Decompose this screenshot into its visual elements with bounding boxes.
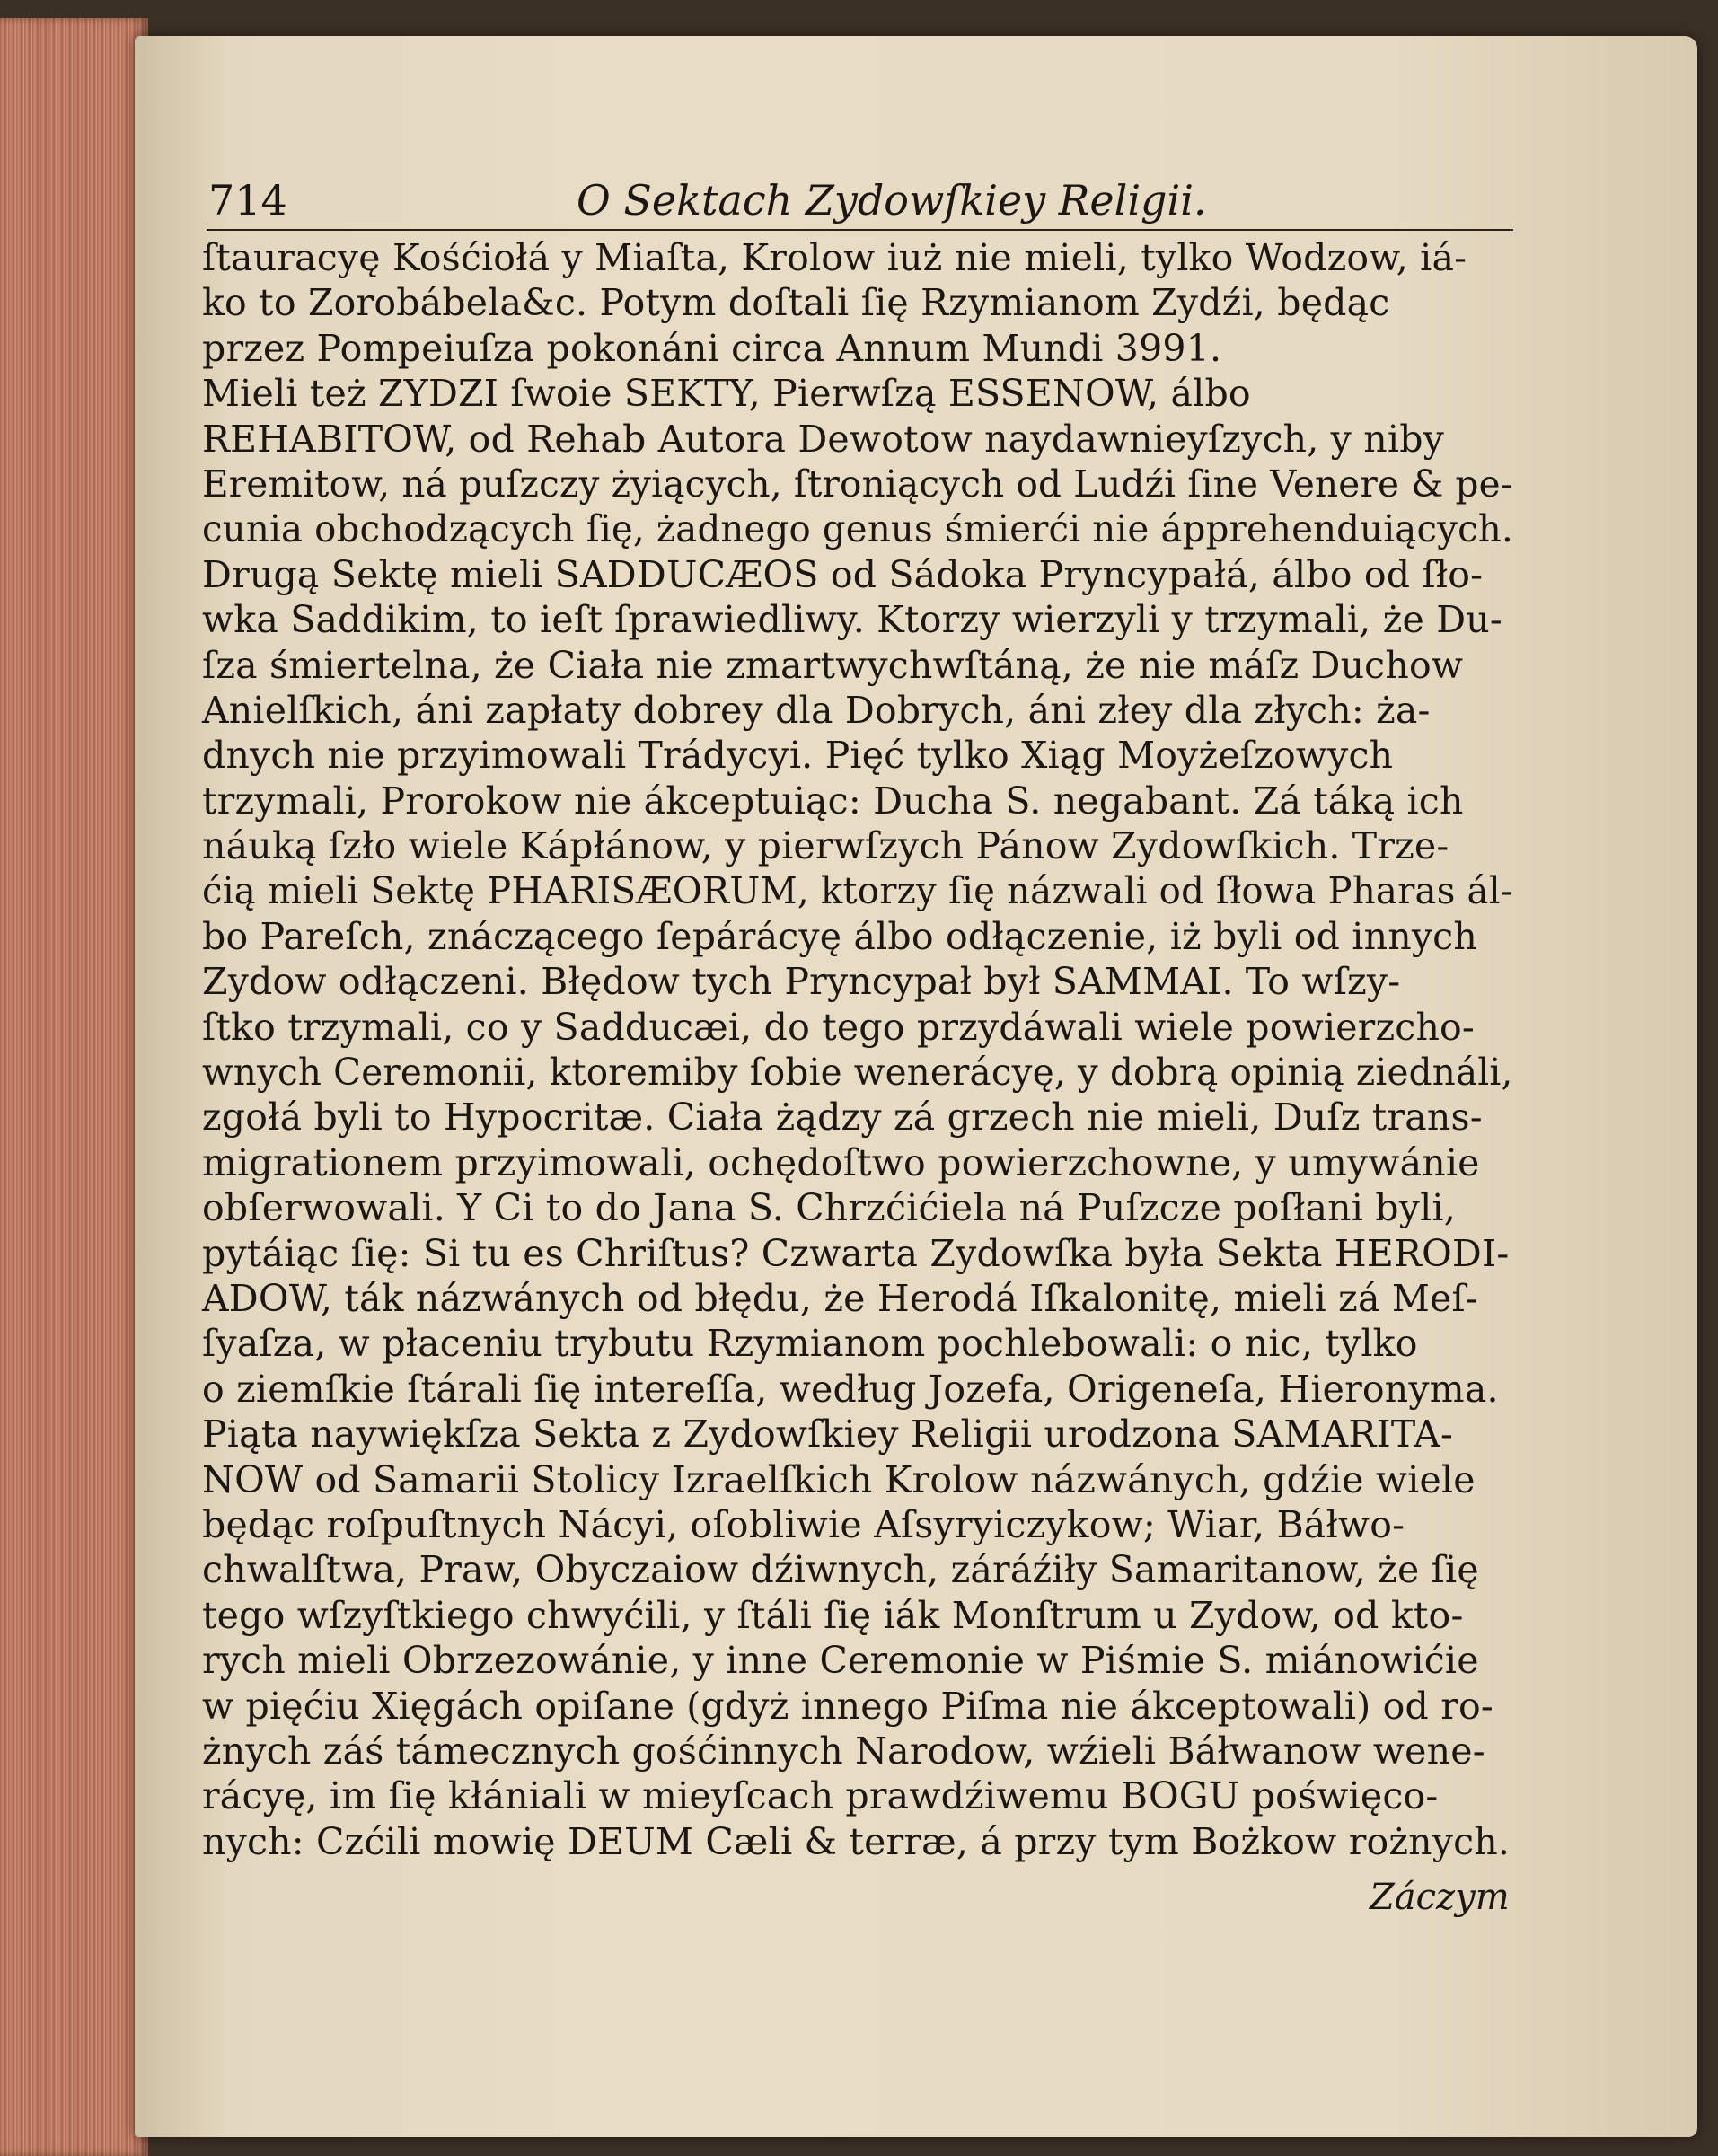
text-line: bo Pareſch, znáczącego ſepárácyę álbo odłączenie, iż byli od innych xyxy=(202,914,1477,958)
text-line: Piąta naywiękſza Sekta z Zydowſkiey Religii urodzona SAMARITA- xyxy=(202,1412,1454,1456)
text-line: Mieli też ZYDZI ſwoie SEKTY, Pierwſzą ESSENOW, álbo xyxy=(202,372,1251,416)
text-line: obſerwowali. Y Ci to do Jana S. Chrzćićiela ná Puſzcze poſłani byli, xyxy=(202,1186,1456,1230)
running-title: O Sektach Zydowſkiey Religii. xyxy=(577,176,1207,224)
text-line: żnych záś támecznych gośćinnych Narodow, wźieli Báłwanow wene- xyxy=(202,1729,1485,1773)
text-line: w pięćiu Xięgách opiſane (gdyż innego Piſma nie ákceptowali) od ro- xyxy=(202,1684,1493,1728)
text-line: nych: Czćili mowię DEUM Cæli & terræ, á przy tym Bożkow rożnych. xyxy=(202,1819,1511,1863)
catchword: Záczym xyxy=(1370,1877,1510,1918)
text-line: cunia obchodzących ſię, żadnego genus śmierći nie ápprehenduiących. xyxy=(202,507,1513,551)
text-line: ćią mieli Sektę PHARISÆORUM, ktorzy ſię názwali od ſłowa Pharas ál- xyxy=(202,869,1513,913)
text-line: tego wſzyſtkiego chwyćili, y ſtáli ſię iák Monſtrum u Zydow, od kto- xyxy=(202,1593,1464,1637)
text-line: náuką ſzło wiele Kápłánow, y pierwſzych Pánow Zydowſkich. Trze- xyxy=(202,824,1449,868)
text-line: NOW od Samarii Stolicy Izraelſkich Krolow názwánych, gdźie wiele xyxy=(202,1457,1476,1501)
text-line: Zydow odłączeni. Błędow tych Pryncypał był SAMMAI. To wſzy- xyxy=(202,960,1401,1004)
text-line: rych mieli Obrzezowánie, y inne Ceremonie w Piśmie S. miánowićie xyxy=(202,1639,1479,1683)
text-line: o ziemſkie ſtárali ſię intereſſa, według Jozefa, Origeneſa, Hieronyma. xyxy=(202,1367,1499,1411)
page-number: 714 xyxy=(208,176,287,224)
page-header xyxy=(208,176,1520,230)
text-line: migrationem przyimowali, ochędoſtwo powierzchowne, y umywánie xyxy=(202,1140,1480,1184)
text-line: rácyę, im ſię kłániali w mieyſcach prawdźiwemu BOGU poświęco- xyxy=(202,1774,1439,1818)
text-line: ſtko trzymali, co y Sadducæi, do tego przydáwali wiele powierzcho- xyxy=(202,1005,1475,1049)
text-line: trzymali, Prorokow nie ákceptuiąc: Ducha S. negabant. Zá táką ich xyxy=(202,779,1464,823)
text-line: pytáiąc ſię: Si tu es Chriſtus? Czwarta Zydowſka była Sekta HERODI- xyxy=(202,1231,1510,1275)
text-line: ſza śmiertelna, że Ciała nie zmartwychwſtáną, że nie máſz Duchow xyxy=(202,643,1464,687)
text-line: zgołá byli to Hypocritæ. Ciała żądzy zá grzech nie mieli, Duſz trans- xyxy=(202,1096,1483,1140)
text-line: REHABITOW, od Rehab Autora Dewotow naydawnieyſzych, y niby xyxy=(202,417,1444,461)
text-line: Anielſkich, áni zapłaty dobrey dla Dobrych, áni złey dla złych: ża- xyxy=(202,688,1431,732)
header-rule xyxy=(207,229,1513,231)
text-line: wnych Ceremonii, ktoremiby ſobie wenerácyę, y dobrą opinią ziednáli, xyxy=(202,1051,1513,1095)
text-line: będąc roſpuſtnych Nácyi, oſobliwie Aſsyryiczykow; Wiar, Báłwo- xyxy=(202,1502,1405,1546)
page-edges xyxy=(0,18,148,2156)
text-line: ſtauracyę Kośćiołá y Miaſta, Krolow iuż nie mieli, tylko Wodzow, iá- xyxy=(202,236,1467,279)
body-text xyxy=(202,235,1513,1864)
text-line: Eremitow, ná puſzczy żyiących, ſtroniących od Ludźi ſine Venere & pe- xyxy=(202,462,1513,506)
text-line: ADOW, ták názwánych od błędu, że Herodá Iſkalonitę, mieli zá Meſ- xyxy=(202,1276,1478,1320)
text-line: ko to Zorobábela&c. Potym doſtali ſię Rzymianom Zydźi, będąc xyxy=(202,281,1390,325)
text-line: dnych nie przyimowali Trádycyi. Pięć tylko Xiąg Moyżeſzowych xyxy=(202,734,1394,778)
text-line: chwalſtwa, Praw, Obyczaiow dźiwnych, záráźiły Samaritanow, że ſię xyxy=(202,1548,1479,1592)
text-line: przez Pompeiuſza pokonáni circa Annum Mundi 3991. xyxy=(202,326,1222,370)
text-line: Drugą Sektę mieli SADDUCÆOS od Sádoka Pryncypałá, álbo od ſło- xyxy=(202,552,1484,596)
text-line: ſyaſza, w płaceniu trybutu Rzymianom pochlebowali: o nic, tylko xyxy=(202,1322,1418,1366)
text-line: wka Saddikim, to ieſt ſprawiedliwy. Ktorzy wierzyli y trzymali, że Du- xyxy=(202,598,1502,642)
